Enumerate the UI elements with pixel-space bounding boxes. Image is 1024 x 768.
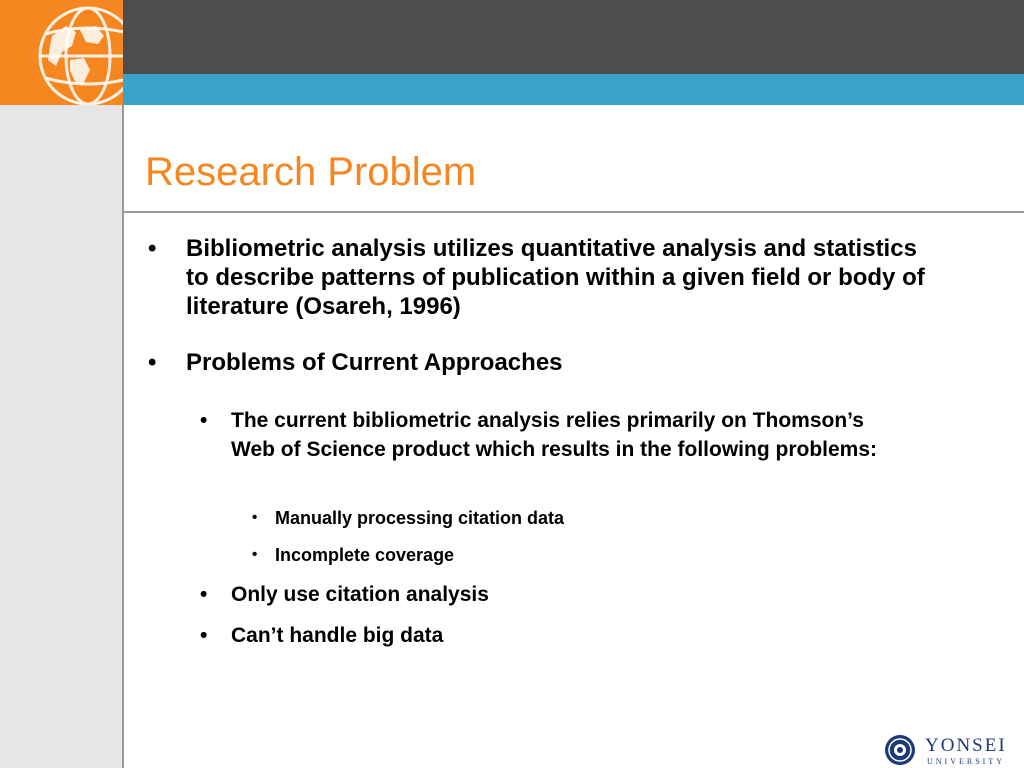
title-divider bbox=[124, 211, 1024, 213]
logo-wordmark: YONSEI bbox=[925, 735, 1007, 756]
bullet-marker: • bbox=[200, 409, 208, 432]
bullet-marker: • bbox=[252, 546, 258, 563]
bullet-text: Incomplete coverage bbox=[275, 545, 455, 565]
header-accent-stripe bbox=[123, 74, 1024, 105]
bullet-definition bbox=[148, 234, 946, 321]
bullet-marker: • bbox=[148, 349, 157, 376]
bullet-text: Can’t handle big data bbox=[231, 624, 444, 647]
sub-bullet-big-data bbox=[200, 621, 881, 650]
yonsei-emblem-icon bbox=[878, 733, 922, 768]
globe-icon bbox=[0, 0, 123, 105]
sub-sub-bullet-manual-processing bbox=[252, 506, 875, 530]
left-panel-divider bbox=[122, 105, 124, 768]
sub-sub-bullet-incomplete-coverage bbox=[252, 543, 875, 567]
bullet-marker: • bbox=[148, 235, 157, 262]
left-side-panel bbox=[0, 105, 122, 768]
university-logo bbox=[878, 733, 1024, 768]
sub-bullet-citation-analysis bbox=[200, 580, 881, 609]
slide-title: Research Problem bbox=[145, 150, 477, 194]
header-bar bbox=[123, 0, 1024, 74]
corner-logo bbox=[0, 0, 123, 105]
bullet-text: Bibliometric analysis utilizes quantitative analysis and statistics to describe patterns of publication within a given field or body of literature (Osareh, 1996) bbox=[186, 235, 925, 320]
bullet-problems-heading bbox=[148, 348, 946, 377]
bullet-text: Manually processing citation data bbox=[275, 508, 565, 528]
sub-bullet-web-of-science bbox=[200, 406, 881, 464]
bullet-text: The current bibliometric analysis relies primarily on Thomson’s Web of Science product which results in the following problems: bbox=[231, 409, 878, 461]
bullet-marker: • bbox=[200, 624, 208, 647]
bullet-marker: • bbox=[200, 583, 208, 606]
bullet-marker: • bbox=[252, 509, 258, 526]
bullet-text: Problems of Current Approaches bbox=[186, 349, 563, 376]
bullet-text: Only use citation analysis bbox=[231, 583, 489, 606]
logo-subtitle: UNIVERSITY bbox=[927, 757, 1005, 766]
